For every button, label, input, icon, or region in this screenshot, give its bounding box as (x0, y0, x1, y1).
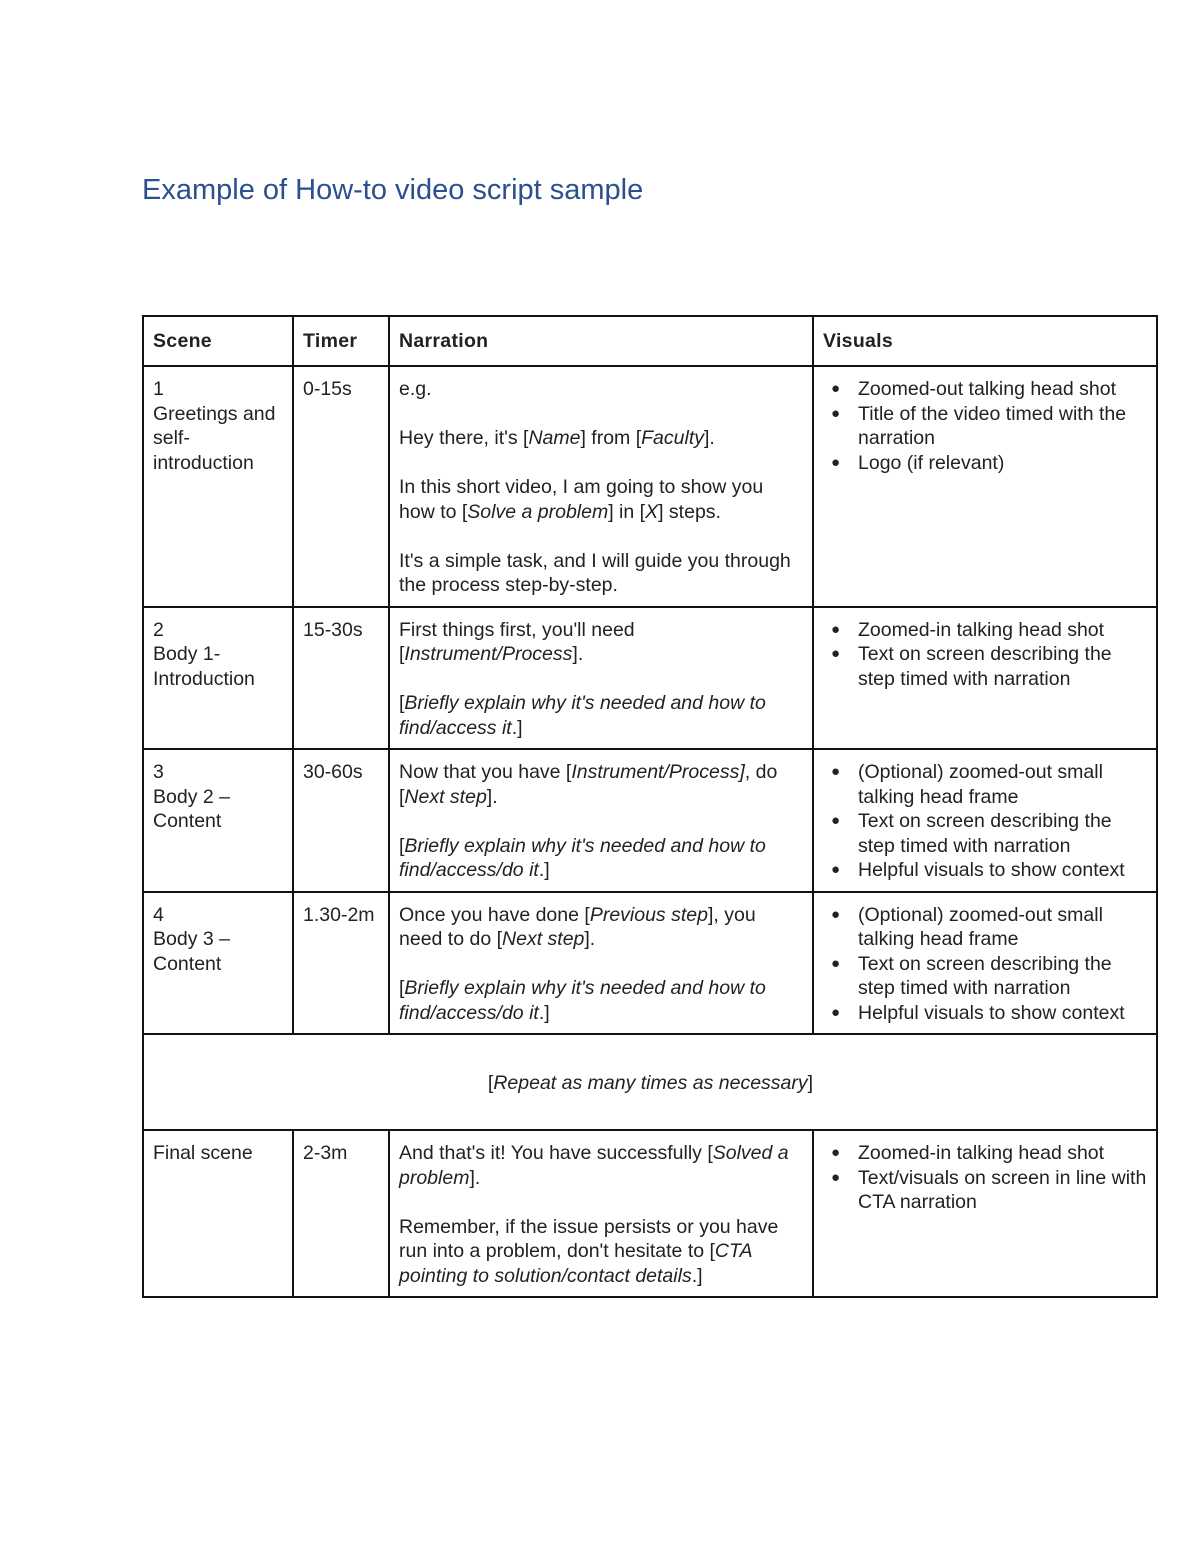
narration-paragraph (399, 976, 804, 1025)
visuals-item (823, 952, 1148, 1001)
scene-name: Greetings and self-introduction (153, 402, 276, 474)
visuals-item-text: Title of the video timed with the narration (858, 402, 1127, 449)
narration-paragraph (399, 834, 804, 883)
narration-cell (389, 1130, 813, 1297)
scene-name: Body 2 – Content (153, 785, 230, 832)
bullet-icon: ● (831, 954, 841, 972)
text-run: ] from [ (580, 427, 642, 449)
timer-cell: 2-3m (293, 1130, 389, 1297)
text-run: ]. (572, 643, 584, 665)
visuals-item (823, 642, 1148, 691)
narration-paragraph (399, 426, 804, 451)
text-run: Name (528, 427, 581, 449)
visuals-item-text: Zoomed-out talking head shot (858, 378, 1116, 400)
text-run: ]. (486, 785, 498, 808)
visuals-cell (813, 892, 1157, 1035)
final-row (143, 1130, 1157, 1297)
scene-cell: Final scene (143, 1130, 293, 1297)
bullet-icon: ● (831, 453, 841, 471)
visuals-item (823, 760, 1148, 809)
bullet-icon: ● (831, 905, 841, 923)
text-run: Hey there, it's [ (399, 427, 529, 449)
text-run: CTA pointing to solution/contact details (399, 1240, 752, 1287)
table-row (143, 749, 1157, 892)
scene-name: Body 3 – Content (153, 928, 230, 975)
narration-paragraph (399, 475, 804, 524)
header-narration: Narration (389, 316, 813, 366)
bullet-icon: ● (831, 645, 841, 662)
timer-cell: 0-15s (293, 366, 389, 607)
text-run: ], you need to do [ (399, 903, 756, 950)
text-run: In this short video, I am going to show you how to [ (399, 476, 764, 523)
text-run: , do [ (399, 761, 778, 808)
scene-number: 3 (153, 761, 164, 783)
text-run: First things first, you'll need [ (399, 618, 635, 665)
visuals-item-text: Zoomed-in talking head shot (858, 1142, 1105, 1164)
visuals-item (823, 1001, 1148, 1026)
visuals-item-text: Text on screen describing the step timed with narration (858, 952, 1112, 999)
text-run: It's a simple task, and I will guide you through the process step-by-step. (399, 549, 791, 596)
text-run: Faculty (641, 427, 704, 449)
text-run: .] (691, 1264, 703, 1287)
visuals-list (823, 903, 1148, 1026)
visuals-list (823, 618, 1148, 692)
visuals-item-text: (Optional) zoomed-out small talking head frame (858, 761, 1103, 808)
bullet-icon: ● (831, 861, 841, 878)
text-run: [ (487, 1071, 494, 1094)
narration-paragraph (399, 760, 804, 809)
text-run: Remember, if the issue persists or you have run into a problem, don't hesitate to [ (399, 1215, 779, 1262)
text-run: Instrument/Process (404, 643, 573, 665)
text-run: Solve a problem (467, 500, 609, 523)
text-run: ]. (469, 1166, 481, 1189)
scene-cell (143, 607, 293, 750)
text-run: Once you have done [ (399, 903, 590, 926)
text-run: Next step (404, 785, 487, 808)
scene-number: 2 (153, 618, 164, 641)
scene-number: 4 (153, 903, 164, 926)
text-run: Now that you have [ (399, 761, 572, 783)
page-title: Example of How-to video script sample (142, 174, 644, 206)
visuals-cell (813, 749, 1157, 892)
narration-paragraph (399, 618, 804, 667)
bullet-icon: ● (831, 620, 841, 638)
visuals-item (823, 1166, 1148, 1215)
visuals-item (823, 809, 1148, 858)
text-run: ] (807, 1071, 814, 1094)
text-run: Next step (502, 928, 585, 950)
table-row (143, 607, 1157, 750)
header-scene: Scene (143, 316, 293, 366)
visuals-item-text: Text/visuals on screen in line with CTA narration (858, 1166, 1147, 1213)
text-run: ]. (584, 928, 596, 950)
visuals-cell (813, 1130, 1157, 1297)
table-body (143, 366, 1157, 1297)
text-run: [ (399, 834, 405, 857)
visuals-item (823, 858, 1148, 883)
text-run: Instrument/Process] (571, 761, 745, 783)
scene-cell (143, 366, 293, 607)
text-run: Previous step (589, 903, 708, 926)
narration-cell (389, 892, 813, 1035)
visuals-item (823, 903, 1148, 952)
visuals-cell (813, 366, 1157, 607)
text-run: Repeat as many times as necessary (493, 1071, 808, 1094)
header-timer: Timer (293, 316, 389, 366)
scene-number: 1 (153, 378, 164, 400)
text-run: .] (538, 859, 550, 881)
scene-name: Body 1- Introduction (153, 643, 255, 690)
narration-paragraph (399, 691, 804, 740)
visuals-item-text: Logo (if relevant) (858, 451, 1005, 474)
visuals-list (823, 377, 1148, 475)
narration-cell (389, 607, 813, 750)
visuals-item (823, 451, 1148, 476)
bullet-icon: ● (831, 1144, 841, 1161)
narration-cell (389, 366, 813, 607)
visuals-item (823, 618, 1148, 643)
scene-cell (143, 892, 293, 1035)
header-visuals: Visuals (813, 316, 1157, 366)
timer-cell: 30-60s (293, 749, 389, 892)
visuals-item-text: (Optional) zoomed-out small talking head frame (858, 903, 1103, 950)
text-run: Solved a problem (399, 1142, 789, 1189)
narration-paragraph (399, 1215, 804, 1289)
visuals-item (823, 402, 1148, 451)
text-run: Briefly explain why it's needed and how to find/access/do it (399, 834, 766, 881)
bullet-icon: ● (831, 404, 841, 422)
visuals-item-text: Helpful visuals to show context (858, 1001, 1125, 1024)
bullet-icon: ● (831, 1168, 841, 1186)
bullet-icon: ● (831, 812, 841, 829)
text-run: X (645, 500, 659, 523)
visuals-cell (813, 607, 1157, 750)
narration-paragraph (399, 377, 804, 402)
repeat-note (143, 1034, 1157, 1130)
scene-cell (143, 749, 293, 892)
table-row (143, 366, 1157, 607)
text-run: .] (538, 1001, 550, 1024)
timer-cell: 15-30s (293, 607, 389, 750)
visuals-item (823, 377, 1148, 402)
text-run: .] (511, 716, 523, 739)
narration-paragraph (399, 549, 804, 598)
visuals-item-text: Text on screen describing the step timed with narration (858, 643, 1112, 690)
visuals-item (823, 1141, 1148, 1166)
visuals-item-text: Helpful visuals to show context (858, 859, 1125, 881)
text-run: [ (399, 977, 405, 999)
text-run: Briefly explain why it's needed and how to find/access/do it (399, 977, 766, 1024)
visuals-item-text: Text on screen describing the step timed with narration (858, 810, 1112, 857)
table-header-row (143, 316, 1157, 366)
visuals-item-text: Zoomed-in talking head shot (858, 618, 1105, 641)
table-row (143, 892, 1157, 1035)
text-run: ]. (704, 427, 715, 449)
bullet-icon: ● (831, 1003, 841, 1021)
text-run: ] in [ (608, 500, 646, 523)
narration-cell (389, 749, 813, 892)
visuals-list (823, 1141, 1148, 1215)
text-run: e.g. (399, 378, 432, 400)
timer-cell: 1.30-2m (293, 892, 389, 1035)
bullet-icon: ● (831, 380, 841, 397)
narration-paragraph (399, 1141, 804, 1190)
text-run: [ (399, 692, 405, 714)
text-run: ] steps. (658, 500, 721, 523)
narration-paragraph (399, 903, 804, 952)
script-table (142, 315, 1158, 1298)
visuals-list (823, 760, 1148, 883)
text-run: Briefly explain why it's needed and how to find/access it (399, 692, 766, 739)
bullet-icon: ● (831, 763, 841, 780)
text-run: And that's it! You have successfully [ (399, 1142, 713, 1164)
repeat-row (143, 1034, 1157, 1130)
